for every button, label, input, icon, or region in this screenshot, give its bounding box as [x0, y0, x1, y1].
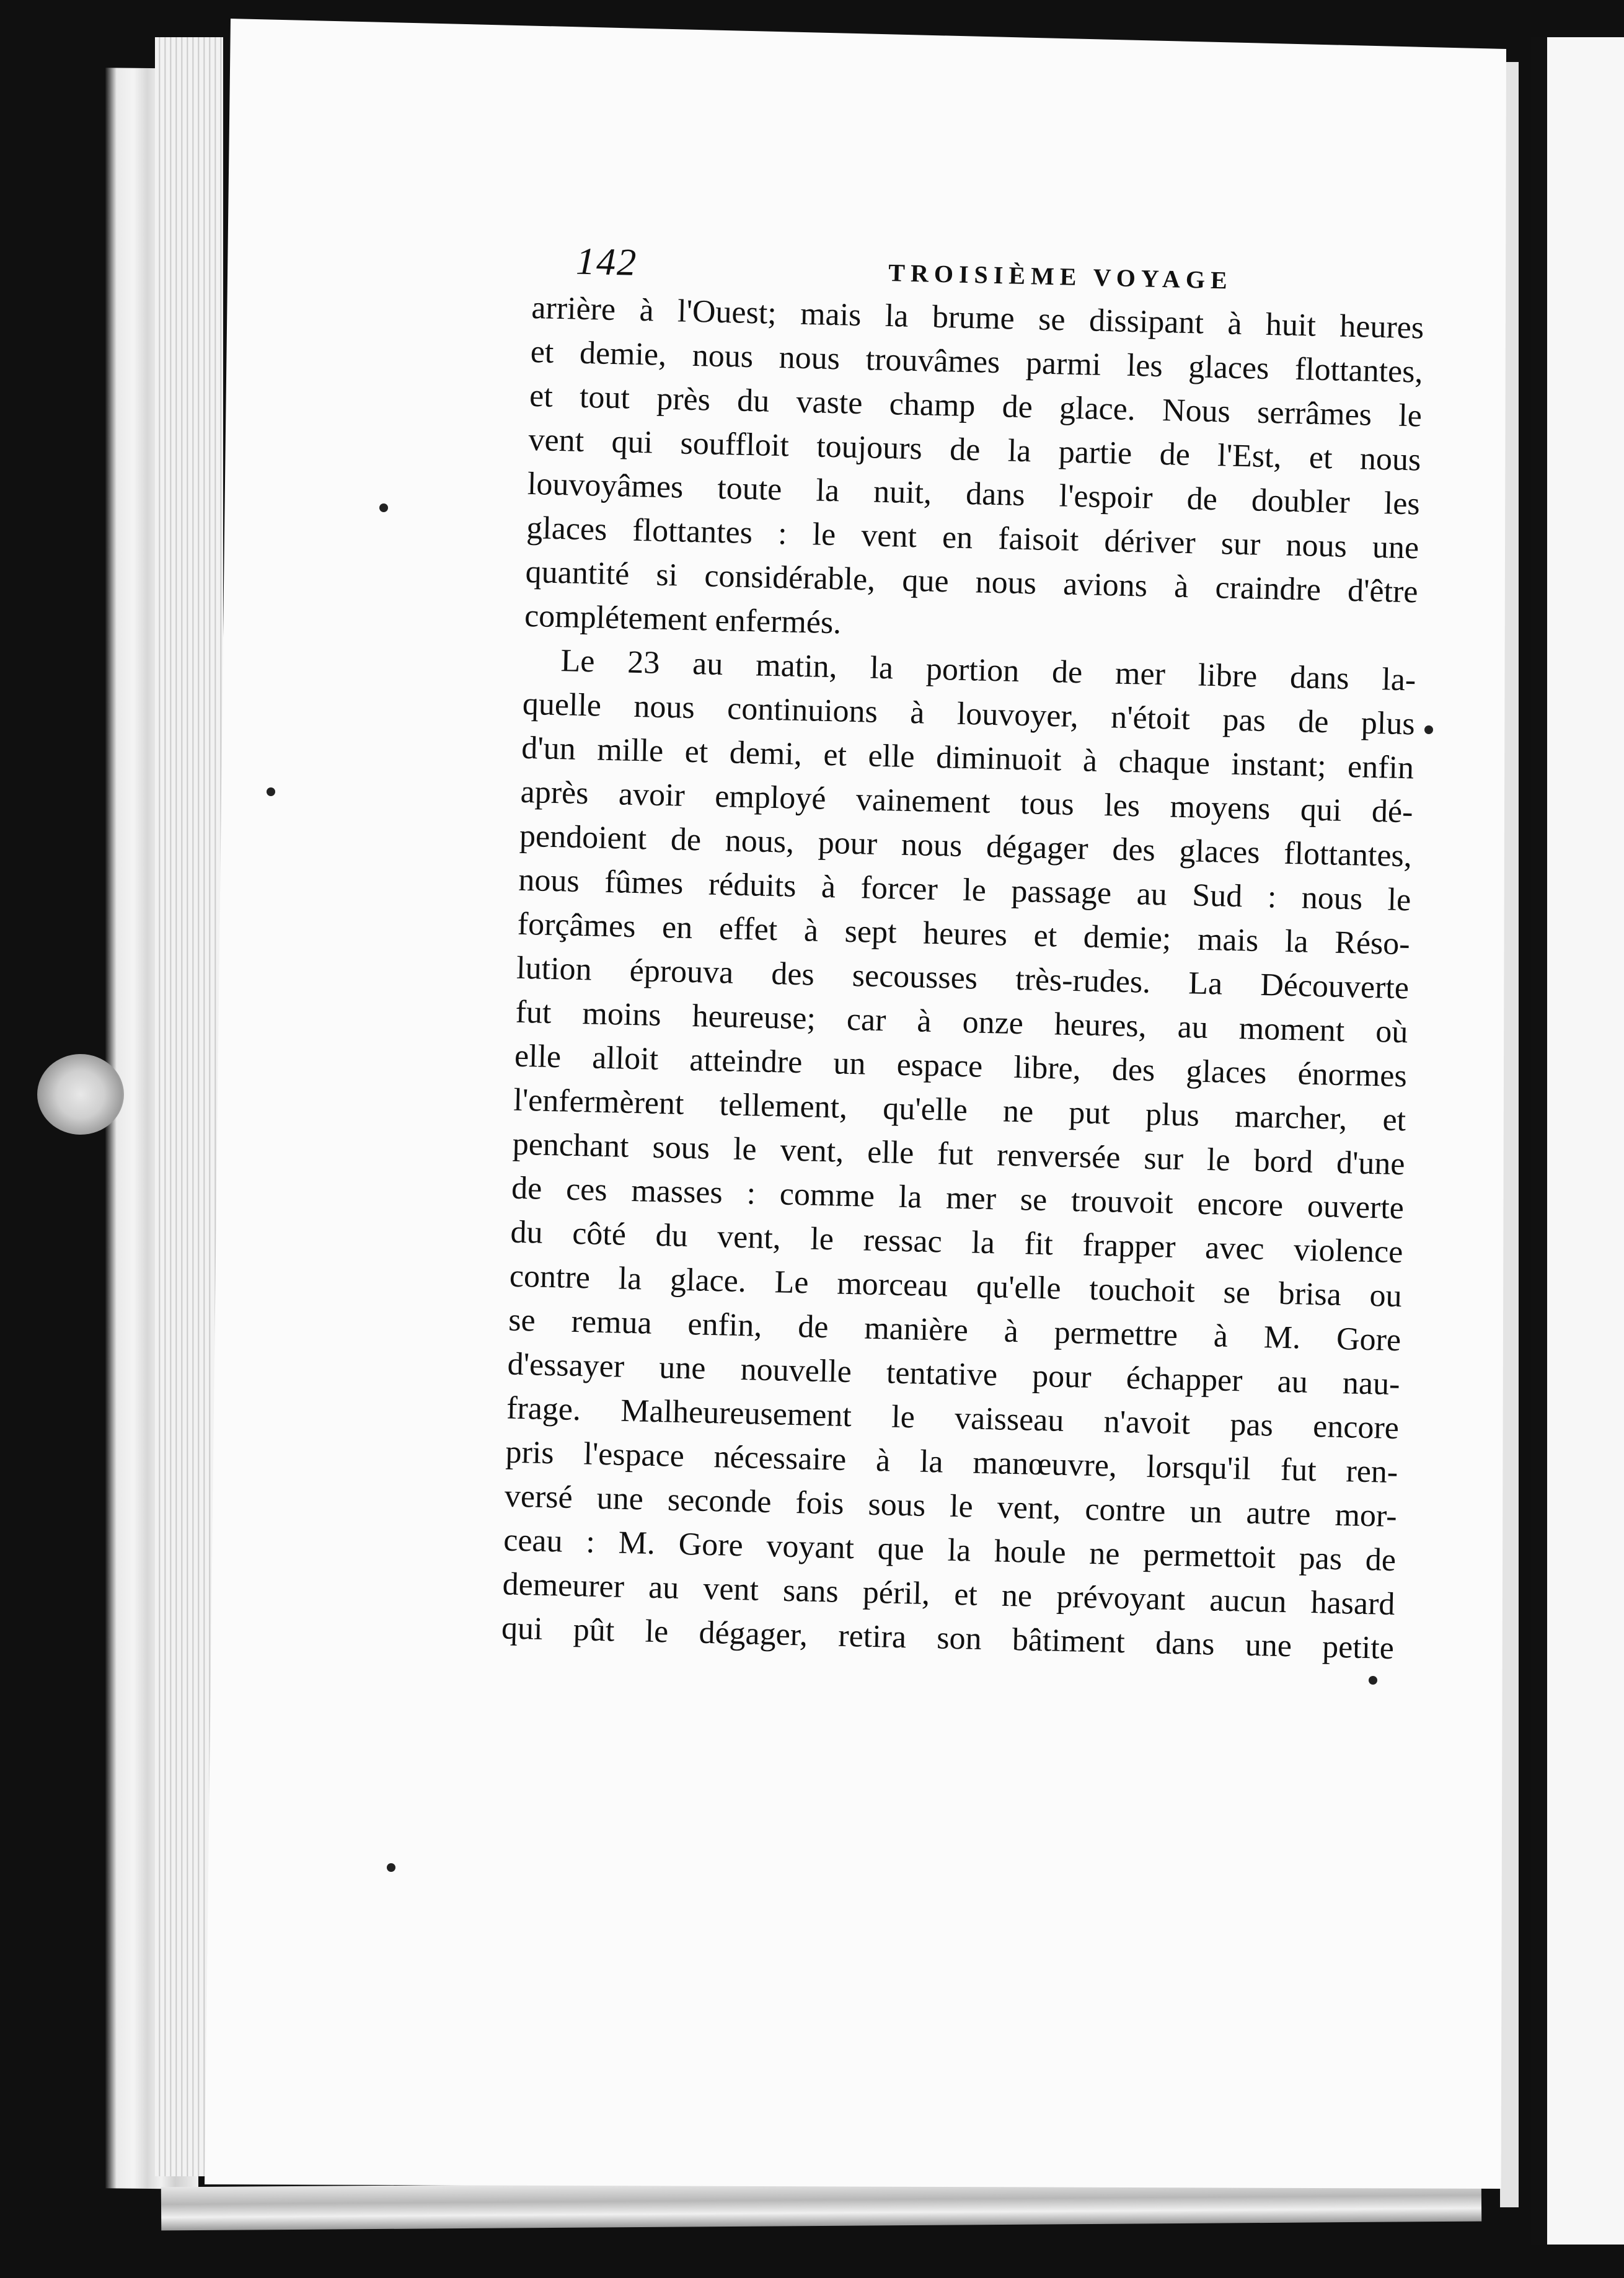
facing-page-edge	[1531, 37, 1624, 2245]
text-line: ceau : M. Gore voyant que la houle ne permettoit pas de	[503, 1522, 1397, 1579]
text-line: quelle nous continuions à louvoyer, n'étoit pas de plus	[522, 686, 1416, 742]
text-line: elle alloit atteindre un espace libre, des glaces énormes	[514, 1038, 1408, 1094]
text-line: fut moins heureuse; car à onze heures, au moment où	[515, 994, 1408, 1050]
text-line: complétement enfermés.	[524, 598, 842, 641]
text-line: forçâmes en effet à sept heures et demie; mais la Réso-	[517, 906, 1411, 962]
running-title: TROISIÈME VOYAGE	[888, 259, 1233, 295]
text-line: et demie, nous nous trouvâmes parmi les glaces flottantes,	[530, 334, 1424, 390]
ink-speck	[1424, 725, 1433, 734]
text-line: du côté du vent, le ressac la fit frapper avec violence	[510, 1214, 1403, 1270]
ink-speck	[1369, 1676, 1377, 1685]
page-number: 142	[575, 240, 638, 284]
text-line: pris l'espace nécessaire à la manœuvre, lorsqu'il fut ren-	[505, 1434, 1398, 1491]
text-line: nous fûmes réduits à forcer le passage au Sud : nous le	[518, 862, 1411, 918]
text-line: quantité si considérable, que nous avions à craindre d'être	[525, 554, 1419, 610]
text-line: penchant sous le vent, elle fut renversée sur le bord d'une	[512, 1126, 1406, 1182]
text-line: Le 23 au matin, la portion de mer libre dans la-	[560, 643, 1416, 698]
text-line: pendoient de nous, pour nous dégager des glaces flottantes,	[519, 818, 1413, 874]
text-line: et tout près du vaste champ de glace. Nous serrâmes le	[529, 378, 1423, 434]
text-line: frage. Malheureusement le vaisseau n'avoit pas encore	[506, 1390, 1400, 1447]
text-line: lution éprouva des secousses très-rudes. La Découverte	[516, 950, 1410, 1006]
text-line: louvoyâmes toute la nuit, dans l'espoir de doubler les	[527, 466, 1421, 522]
text-line: d'un mille et demi, et elle diminuoit à chaque instant; enfin	[521, 730, 1414, 786]
text-line: qui pût le dégager, retira son bâtiment dans une petite	[501, 1610, 1395, 1667]
text-line: se remua enfin, de manière à permettre à M. Gore	[508, 1302, 1401, 1358]
text-line: de ces masses : comme la mer se trouvoit encore ouverte	[511, 1170, 1405, 1226]
text-line: glaces flottantes : le vent en faisoit dériver sur nous une	[526, 510, 1419, 566]
text-line: l'enfermèrent tellement, qu'elle ne put plus marcher, et	[513, 1082, 1406, 1138]
stain-mark	[37, 1054, 124, 1135]
paragraph-1	[524, 286, 1424, 658]
text-line: après avoir employé vainement tous les moyens qui dé-	[520, 774, 1414, 830]
text-line: demeurer au vent sans péril, et ne prévoyant aucun hasard	[502, 1566, 1396, 1623]
text-line: arrière à l'Ouest; mais la brume se dissipant à huit heures	[531, 290, 1424, 346]
text-line: contre la glace. Le morceau qu'elle touchoit se brisa ou	[509, 1258, 1403, 1314]
text-line: versé une seconde fois sous le vent, contre un autre mor-	[504, 1478, 1398, 1535]
page-text-block	[501, 239, 1425, 1670]
ink-speck	[387, 1863, 395, 1872]
text-line: d'essayer une nouvelle tentative pour échapper au nau-	[507, 1346, 1401, 1403]
ink-speck	[379, 503, 388, 512]
paragraph-2	[501, 638, 1416, 1670]
ink-speck	[267, 787, 275, 796]
text-line: vent qui souffloit toujours de la partie de l'Est, et nous	[527, 422, 1421, 478]
